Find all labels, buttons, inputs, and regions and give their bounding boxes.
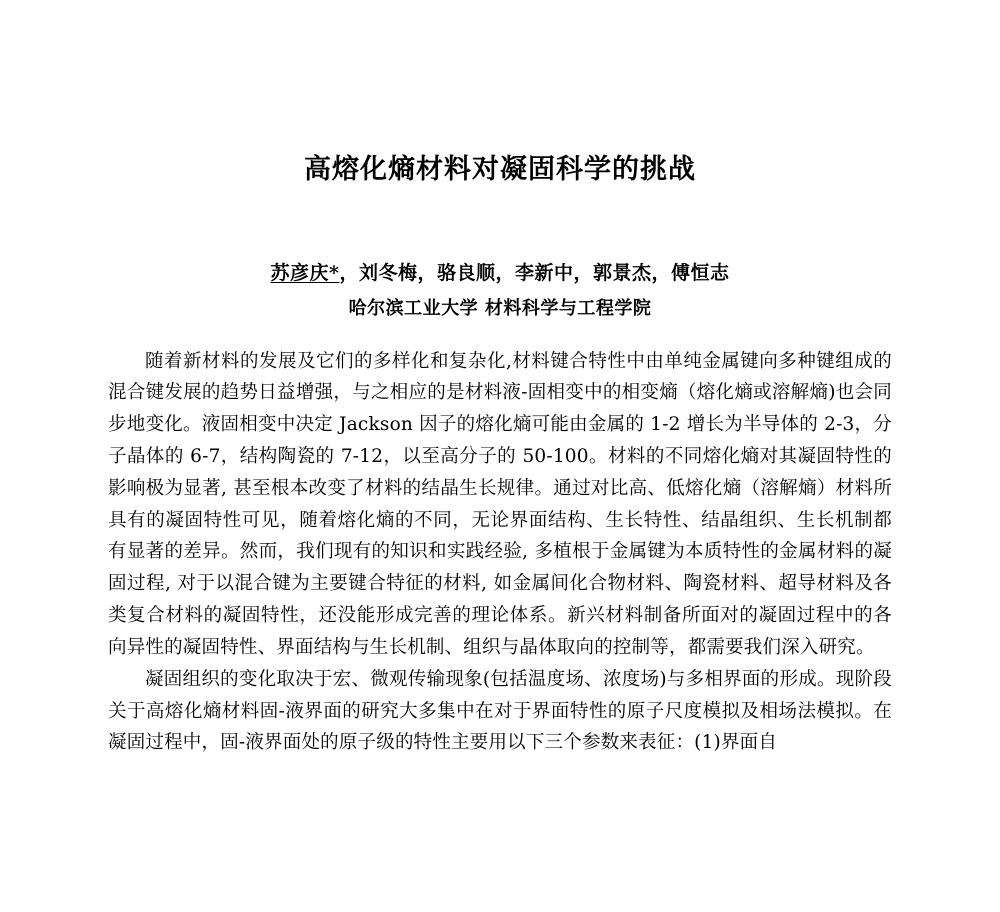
paragraph-2: 凝固组织的变化取决于宏、微观传输现象(包括温度场、浓度场)与多相界面的形成。现阶段关于高熔化熵材料固-液界面的研究大多集中在对于界面特性的原子尺度模拟及相场法模拟。在凝固过程中，固-液界面处的原子级的特性主要用以下三个参数来表征：(1)界面自 xyxy=(108,668,892,754)
corresponding-author: 苏彦庆* xyxy=(270,262,340,285)
paper-page xyxy=(0,152,1000,912)
paragraph-1: 随着新材料的发展及它们的多样化和复杂化,材料键合特性中由单纯金属键向多种键组成的混合键发展的趋势日益增强，与之相应的是材料液-固相变中的相变熵（熔化熵或溶解熵)也会同步地变化。液固相变中决定 Jackson 因子的熔化熵可能由金属的 1-2 增长为半导体的 2-3，分子晶体的 6-7，结构陶瓷的 7-12，以至高分子的 50-100。材料的不同熔化熵对其凝固特性的影响极为显著, 甚至根本改变了材料的结晶生长规律。通过对比高、低熔化熵（溶解熵）材料所具有的凝固特性可见，随着熔化熵的不同，无论界面结构、生长特性、结晶组织、生长机制都有显著的差异。然而，我们现有的知识和实践经验, 多植根于金属键为本质特性的金属材料的凝固过程, 对于以混合键为主要键合特征的材料, 如金属间化合物材料、陶瓷材料、超导材料及各类复合材料的凝固特性，还没能形成完善的理论体系。新兴材料制备所面对的凝固过程中的各向异性的凝固特性、界面结构与生长机制、组织与晶体取向的控制等，都需要我们深入研究。 xyxy=(108,350,892,658)
page-title: 高熔化熵材料对凝固科学的挑战 xyxy=(304,154,696,185)
affiliation: 哈尔滨工业大学 材料科学与工程学院 xyxy=(348,297,652,319)
author-list xyxy=(108,259,892,288)
body-text xyxy=(108,346,892,784)
paragraph-2-clip xyxy=(108,664,892,784)
authors-block xyxy=(108,259,892,320)
coauthors: ，刘冬梅，骆良顺，李新中，郭景杰，傅恒志 xyxy=(339,262,730,285)
